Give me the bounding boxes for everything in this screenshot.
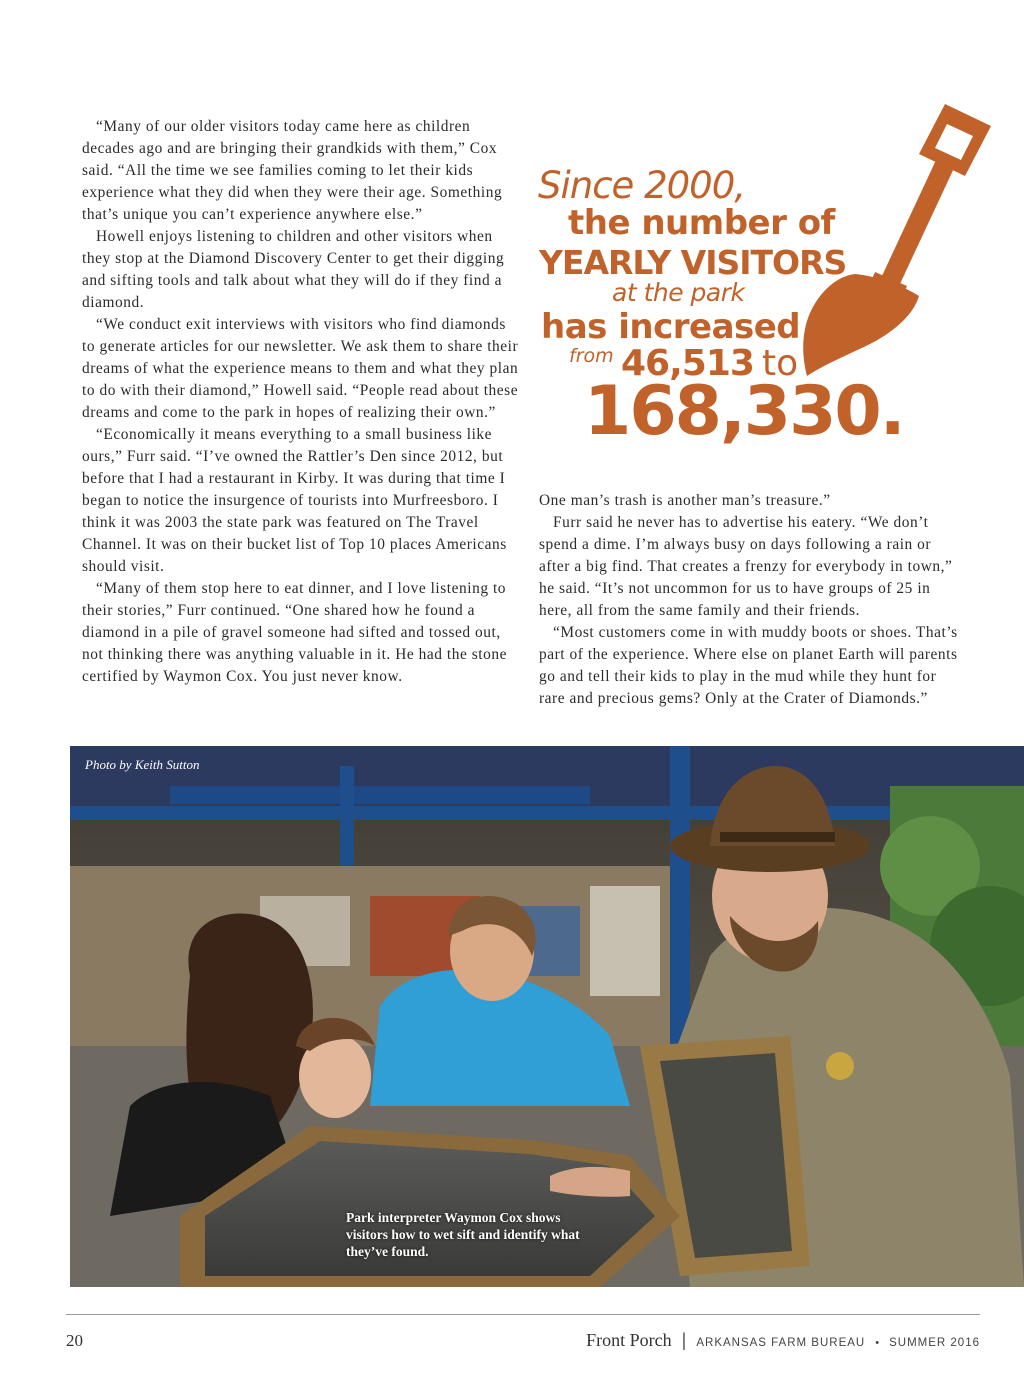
article-paragraph: One man’s trash is another man’s treasure.”	[539, 492, 831, 509]
photo-credit: Photo by Keith Sutton	[85, 757, 200, 772]
article-paragraph: “We conduct exit interviews with visitors who find diamonds to generate articles for our newsletter. We ask them to share their dreams of what the experience means to them and what they plan to do with their diamond,” Howell said. “People read about these dreams and come to the park in hopes of realizing their own.”	[82, 316, 519, 421]
publisher-name: ARKANSAS FARM BUREAU	[696, 1337, 866, 1349]
footer-separator: |	[681, 1330, 687, 1350]
article-paragraph: Howell enjoys listening to children and other visitors when they stop at the Diamond Discovery Center to get their digging and sifting tools and talk about what they will do if they find a diamond.	[82, 228, 505, 311]
callout-line: Since 2000,	[538, 164, 746, 207]
issue-date: SUMMER 2016	[889, 1337, 980, 1349]
callout-line: at the park	[612, 278, 745, 307]
callout-to-word: to	[762, 343, 799, 384]
shovel-icon	[795, 96, 995, 386]
callout-line: YEARLY VISITORS	[539, 243, 847, 282]
footer-bullet: •	[875, 1337, 880, 1349]
page-number: 20	[66, 1331, 83, 1350]
article-left-column	[82, 116, 522, 688]
article-paragraph: “Economically it means everything to a small business like ours,” Furr said. “I’ve owned the Rattler’s Den since 2012, but before that I had a restaurant in Kirby. It was during that time I began to notice the insurgence of tourists into Murfreesboro. I think it was 2003 the state park was featured on The Travel Channel. It was on their bucket list of Top 10 places Americans should visit.	[82, 426, 507, 575]
magazine-name: Front Porch	[586, 1330, 672, 1350]
callout-from-value: 46,513	[621, 343, 754, 384]
article-paragraph: “Many of them stop here to eat dinner, and I love listening to their stories,” Furr continued. “One shared how he found a diamond in a pile of gravel someone had sifted and tossed out, not thinking there was anything valuable in it. He had the stone certified by Waymon Cox. You just never know.	[82, 580, 508, 685]
park-interpreter-photo	[70, 746, 1024, 1287]
callout-line: has increased	[541, 307, 801, 347]
footer-publication-info	[586, 1330, 980, 1351]
callout-line: the number of	[568, 203, 835, 243]
article-right-column	[539, 490, 964, 710]
callout-from-word: from	[569, 345, 614, 367]
callout-to-value: 168,330.	[584, 372, 904, 451]
footer-divider	[66, 1314, 980, 1315]
photo-caption: Park interpreter Waymon Cox shows visitors how to wet sift and identify what they’ve found.	[346, 1210, 580, 1259]
article-paragraph: “Many of our older visitors today came here as children decades ago and are bringing their grandkids with them,” Cox said. “All the time we see families coming to let their kids experience what they did when they were their age. Something that’s unique you can’t experience anywhere else.”	[82, 118, 503, 223]
article-paragraph: Furr said he never has to advertise his eatery. “We don’t spend a dime. I’m always busy on days following a rain or after a big find. That creates a frenzy for everybody in town,” he said. “It’s not uncommon for us to have groups of 25 in here, all from the same family and their friends.	[539, 514, 953, 619]
article-paragraph: “Most customers come in with muddy boots or shoes. That’s part of the experience. Where else on planet Earth will parents go and tell their kids to play in the mud while they hunt for rare and precious gems? Only at the Crater of Diamonds.”	[539, 624, 958, 707]
